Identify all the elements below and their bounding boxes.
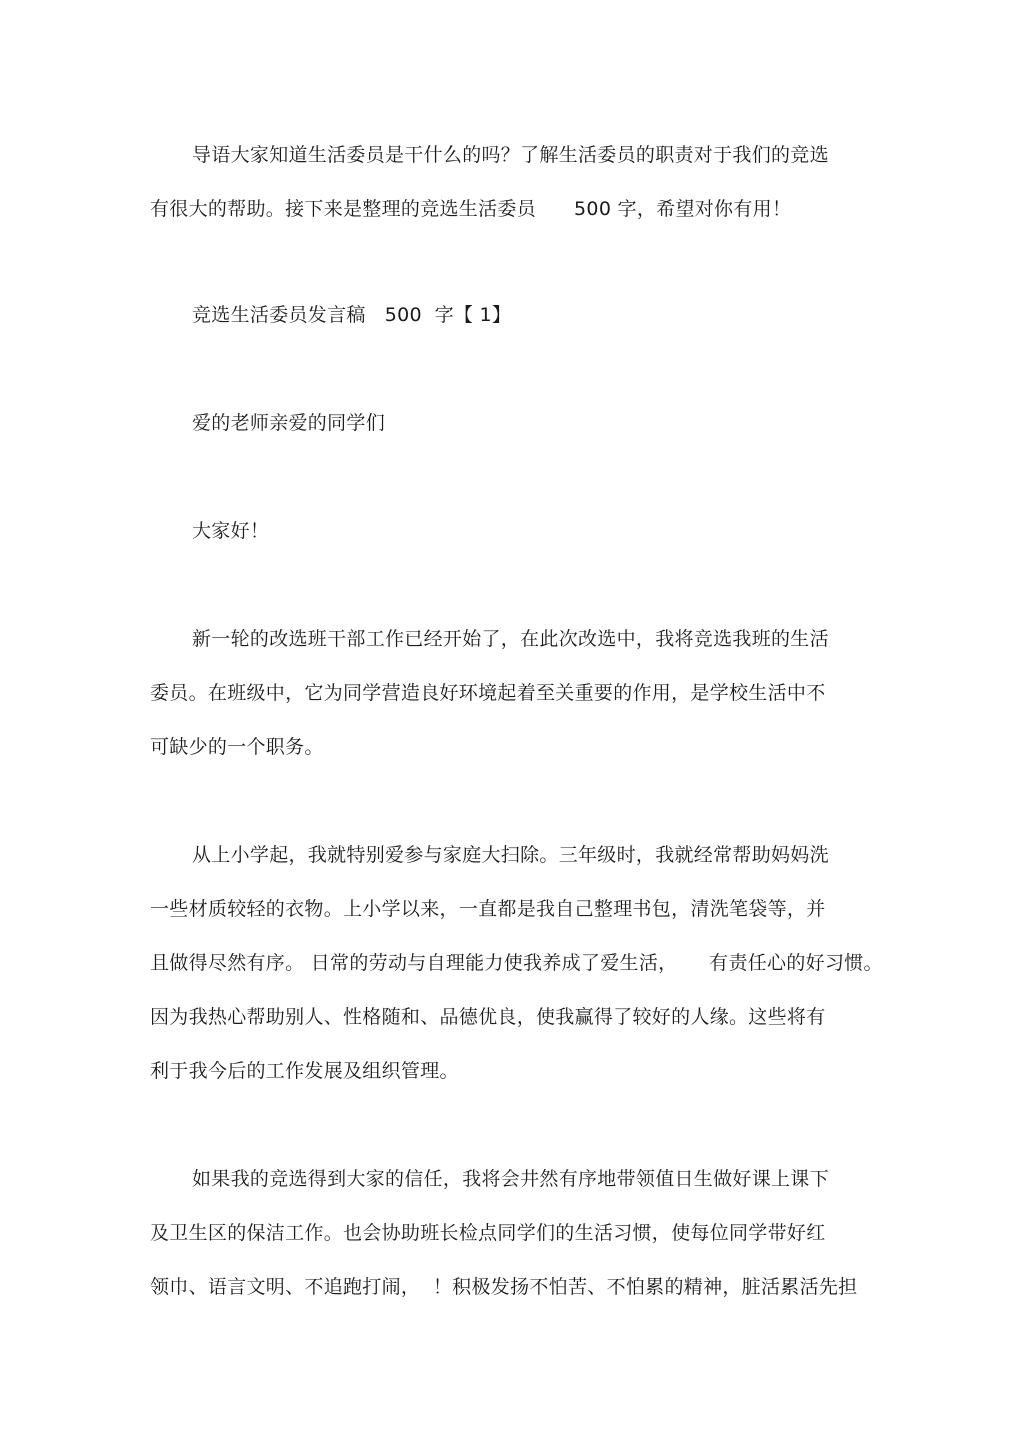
body-line: 可缺少的一个职务。: [150, 736, 324, 758]
body-line: 一些材质较轻的衣物。上小学以来，一直都是我自己整理书包，清洗笔袋等，并: [150, 898, 826, 920]
body-line: 从上小学起，我就特别爱参与家庭大扫除。三年级时，我就经常帮助妈妈洗: [192, 844, 829, 866]
body-line: 利于我今后的工作发展及组织管理。: [150, 1060, 459, 1082]
salutation-line: 爱的老师亲爱的同学们: [192, 412, 386, 434]
body-line: 因为我热心帮助别人、性格随和、品德优良，使我赢得了较好的人缘。这些将有: [150, 1006, 826, 1028]
greeting-line: 大家好！: [192, 520, 270, 542]
intro-line-2: 有很大的帮助。接下来是整理的竞选生活委员 500 字，希望对你有用！: [150, 198, 792, 220]
intro-line-1: 导语大家知道生活委员是干什么的吗？了解生活委员的职责对于我们的竞选: [192, 144, 829, 166]
body-line: 且做得尽然有序。 日常的劳动与自理能力使我养成了爱生活， 有责任心的好习惯。: [150, 952, 883, 974]
body-line: 新一轮的改选班干部工作已经开始了，在此次改选中，我将竞选我班的生活: [192, 628, 829, 650]
body-line: 及卫生区的保洁工作。也会协助班长检点同学们的生活习惯，使每位同学带好红: [150, 1222, 826, 1244]
section-heading: 竞选生活委员发言稿 500 字【 1】: [192, 304, 512, 326]
body-line: 领巾、语言文明、不追跑打闹， ！积极发扬不怕苦、不怕累的精神，脏活累活先担: [150, 1276, 858, 1298]
body-line: 如果我的竞选得到大家的信任，我将会井然有序地带领值日生做好课上课下: [192, 1168, 829, 1190]
body-line: 委员。在班级中，它为同学营造良好环境起着至关重要的作用，是学校生活中不: [150, 682, 826, 704]
